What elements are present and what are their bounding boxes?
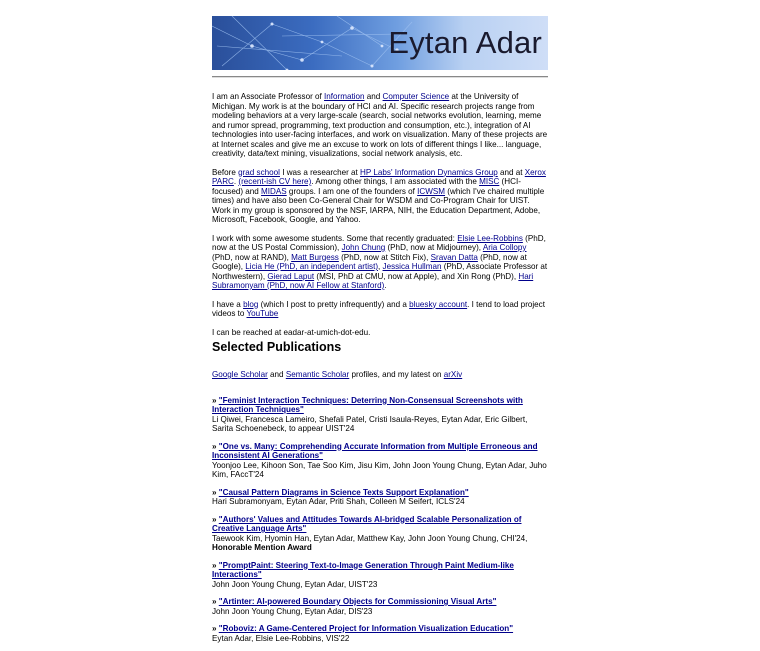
publication-item: [212, 488, 548, 507]
text-span: and at: [497, 167, 525, 177]
publication-authors: John Joon Young Chung, Eytan Adar, DIS'23: [212, 606, 373, 616]
publication-link[interactable]: "Artinter: AI-powered Boundary Objects for Commissioning Visual Arts": [218, 597, 497, 606]
text-span: (PhD, now at RAND),: [212, 252, 292, 262]
student-link-elsie[interactable]: Elsie Lee-Robbins: [457, 233, 523, 243]
publication-item: [212, 396, 548, 434]
text-span: (PhD, now at Stitch Fix),: [338, 252, 431, 262]
text-span: I am an Associate Professor of: [212, 92, 325, 101]
publication-authors: Li Qiwei, Francesca Lameiro, Shefali Patel, Cristi Isaula-Reyes, Eytan Adar, Eric Gilbert, Sarita Schoenebeck, to appear UIST'24: [212, 414, 528, 433]
publication-title: [212, 396, 548, 415]
icwsm-link[interactable]: ICWSM: [417, 186, 446, 196]
header-divider: [212, 76, 548, 78]
text-span: . Among other things, I am associated with the: [311, 177, 480, 186]
text-span: profiles, and my latest on: [349, 370, 444, 379]
cv-link[interactable]: (recent-ish CV here): [238, 177, 312, 186]
grad-school-link[interactable]: grad school: [238, 167, 280, 177]
google-scholar-link[interactable]: Google Scholar: [212, 370, 268, 379]
publication-item: [212, 624, 548, 643]
publication-link[interactable]: "Authors' Values and Attitudes Towards AI-bridged Scalable Personalization of Creative Language Arts": [212, 514, 522, 533]
text-span: (which I've chaired multiple times) and have also been Co-General Chair for WSDM and Co-Program Chair for UIST. Work in my group is sponsored by the NSF, IARPA, NIH, the Education Department, Adobe, Microsoft, Facebook, Google, and Yahoo.: [212, 186, 545, 224]
text-span: I have a: [212, 299, 244, 309]
publication-title: [212, 561, 548, 580]
header-banner: [212, 16, 548, 70]
text-span: and: [267, 370, 286, 379]
publication-authors: Taewook Kim, Hyomin Han, Eytan Adar, Matthew Kay, John Joon Young Chung, CHI'24,: [212, 533, 528, 543]
publication-authors: Yoonjoo Lee, Kihoon Son, Tae Soo Kim, Jisu Kim, John Joon Young Chung, Eytan Adar, Juho Kim, FAccT'24: [212, 460, 547, 479]
text-span: ,: [378, 262, 383, 271]
contact-email-text: I can be reached at eadar-at-umich-dot-edu.: [212, 327, 371, 337]
bullet-icon: »: [212, 441, 219, 451]
profiles-line: [212, 370, 548, 380]
publications-list: [212, 396, 548, 644]
bullet-icon: »: [212, 560, 219, 570]
publication-link[interactable]: "Roboviz: A Game-Centered Project for Information Visualization Education": [218, 624, 514, 633]
xerox-parc-link[interactable]: Xerox PARC: [212, 167, 546, 186]
text-span: and: [364, 92, 383, 101]
blog-link[interactable]: blog: [243, 299, 259, 309]
text-span: . I tend to load project videos to: [212, 299, 545, 318]
text-span: (MSI, PhD at CMU, now at Apple), and Xin Rong (PhD),: [314, 271, 519, 281]
student-link-aria[interactable]: Aria Collopy: [482, 243, 527, 252]
student-link-matt[interactable]: Matt Burgess: [291, 252, 339, 262]
bluesky-link[interactable]: bluesky account: [409, 299, 468, 309]
publication-title: [212, 597, 548, 607]
text-span: (PhD, Associate Professor at Northwestern),: [212, 262, 548, 281]
publication-title: [212, 488, 548, 498]
student-link-hari[interactable]: Hari Subramonyam (PhD, now AI Fellow at Stanford): [212, 271, 534, 290]
bullet-icon: »: [212, 514, 219, 524]
text-span: Before: [212, 167, 239, 177]
bullet-icon: »: [212, 395, 219, 405]
publication-item: [212, 515, 548, 553]
youtube-link[interactable]: YouTube: [246, 309, 279, 318]
bio-paragraph-3: [212, 234, 548, 291]
student-link-jessica[interactable]: Jessica Hullman: [382, 262, 442, 271]
student-link-licia[interactable]: Licia He (PhD, an independent artist): [245, 262, 379, 271]
publication-authors: John Joon Young Chung, Eytan Adar, UIST'23: [212, 579, 378, 589]
bio-paragraph-2: [212, 168, 548, 225]
arxiv-link[interactable]: arXiv: [443, 370, 463, 379]
site-title: Eytan Adar: [388, 25, 542, 60]
publication-title: [212, 442, 548, 461]
text-span: at the University of Michigan. My work is at the boundary of HCI and AI. Specific research projects range from modeling behaviors at a very large-scale (search, social networks evolution, learning, meme and rumor spread, programming, text production and consumption, etc.), integration of AI technologies into user-facing interfaces, and work on visualization. Many of these projects are at Internet scales and give me an excuse to work on lots of different things I like... language, creativity, data/text mining, visualizations, social network analysis, etc.: [212, 92, 548, 158]
bio-paragraph-1: [212, 92, 548, 159]
award-label: Honorable Mention Award: [212, 543, 312, 552]
publication-link[interactable]: "Feminist Interaction Techniques: Deterring Non-Consensual Screenshots with Interaction Techniques": [212, 395, 523, 414]
student-link-john[interactable]: John Chung: [341, 243, 386, 252]
information-link[interactable]: Information: [324, 92, 365, 101]
publication-title: [212, 515, 548, 534]
bullet-icon: »: [212, 624, 219, 633]
publication-link[interactable]: "Causal Pattern Diagrams in Science Texts Support Explanation": [218, 487, 469, 497]
student-link-gierad[interactable]: Gierad Laput: [267, 271, 315, 281]
text-span: (which I post to pretty infrequently) and a: [258, 299, 410, 309]
text-span: .: [233, 177, 239, 186]
text-span: (PhD, now at the US Postal Commission),: [212, 233, 546, 252]
publication-title: [212, 624, 548, 634]
publication-item: [212, 442, 548, 480]
midas-link[interactable]: MIDAS: [261, 186, 287, 196]
text-span: (PhD, now at Google),: [212, 252, 527, 271]
page-container: [212, 16, 548, 651]
text-span: I work with some awesome students. Some that recently graduated:: [212, 233, 458, 243]
bio-paragraph-4: [212, 300, 548, 319]
publications-heading: Selected Publications: [212, 340, 342, 354]
publication-item: [212, 561, 548, 590]
publication-authors: Eytan Adar, Elsie Lee-Robbins, VIS'22: [212, 633, 350, 643]
publication-link[interactable]: "One vs. Many: Comprehending Accurate Information from Multiple Erroneous and Inconsistent AI Generations": [212, 441, 538, 460]
publication-link[interactable]: "PromptPaint: Steering Text-to-Image Generation Through Paint Medium-like Interactions": [212, 560, 514, 579]
text-span: groups. I am one of the founders of: [286, 186, 418, 196]
semantic-scholar-link[interactable]: Semantic Scholar: [285, 370, 350, 379]
misc-link[interactable]: MISC: [479, 177, 500, 186]
bullet-icon: »: [212, 487, 219, 497]
text-span: (PhD, now at Midjourney),: [385, 243, 483, 252]
text-span: (HCI-focused) and: [212, 177, 521, 196]
text-span: .: [384, 281, 387, 290]
computer-science-link[interactable]: Computer Science: [382, 92, 450, 101]
text-span: I was a researcher at: [279, 167, 361, 177]
student-link-sravan[interactable]: Sravan Datta: [430, 252, 478, 262]
publication-authors: Hari Subramonyam, Eytan Adar, Priti Shah, Colleen M Seifert, ICLS'24: [212, 497, 465, 506]
bullet-icon: »: [212, 597, 219, 606]
hp-labs-link[interactable]: HP Labs' Information Dynamics Group: [360, 167, 498, 177]
